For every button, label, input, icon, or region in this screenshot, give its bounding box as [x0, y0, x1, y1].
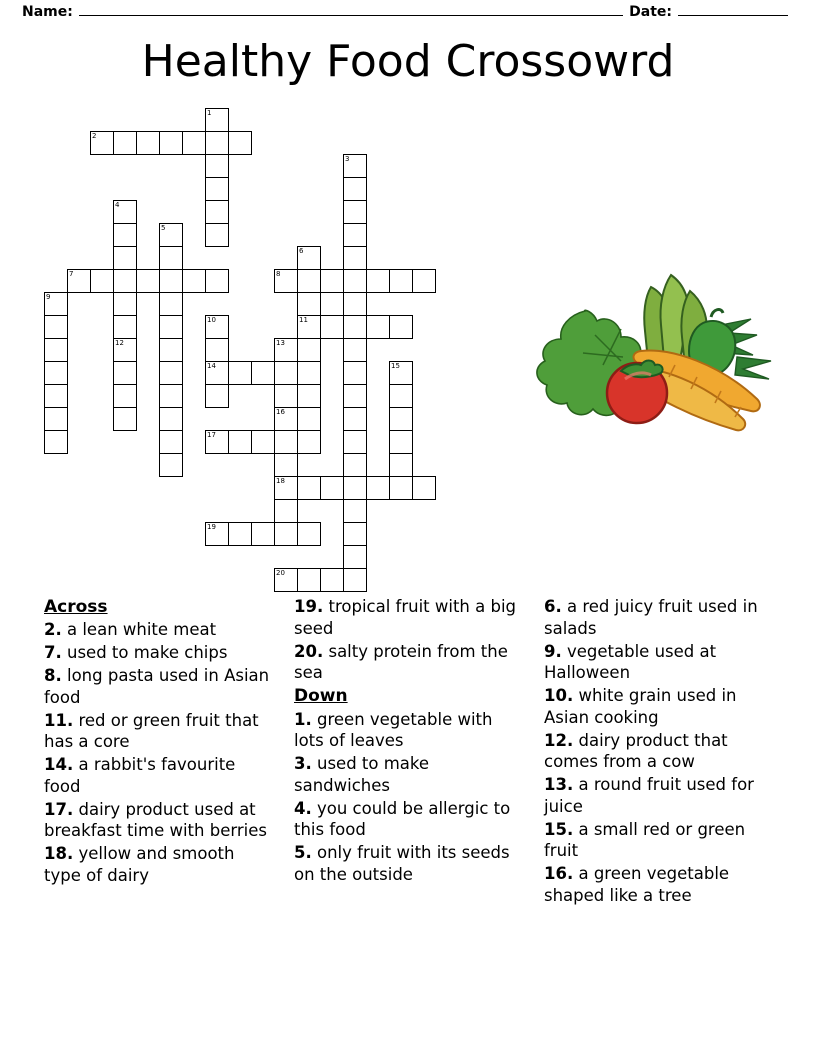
crossword-cell[interactable]	[182, 131, 206, 155]
crossword-cell[interactable]	[274, 430, 298, 454]
crossword-grid[interactable]	[44, 108, 484, 592]
crossword-cell[interactable]	[251, 522, 275, 546]
clue-item	[544, 819, 772, 863]
clue-item	[294, 596, 522, 640]
clue-item	[544, 730, 772, 774]
crossword-cell[interactable]	[297, 315, 321, 339]
crossword-cell[interactable]	[113, 131, 137, 155]
crossword-cell[interactable]	[205, 384, 229, 408]
crossword-cell[interactable]	[274, 522, 298, 546]
crossword-cell[interactable]	[274, 453, 298, 477]
crossword-cell[interactable]	[343, 384, 367, 408]
crossword-cell[interactable]	[297, 292, 321, 316]
crossword-cell[interactable]	[343, 269, 367, 293]
crossword-cell[interactable]	[274, 269, 298, 293]
crossword-cell[interactable]	[228, 430, 252, 454]
clue-number: 17.	[44, 799, 74, 819]
clue-number: 7.	[44, 643, 62, 663]
crossword-cell[interactable]	[297, 246, 321, 270]
crossword-cell[interactable]	[205, 108, 229, 132]
clue-item	[44, 642, 272, 664]
crossword-cell[interactable]	[159, 453, 183, 477]
cell-number: 13	[276, 339, 285, 347]
crossword-cell[interactable]	[228, 361, 252, 385]
clue-number: 11.	[44, 710, 74, 730]
crossword-cell[interactable]	[113, 200, 137, 224]
crossword-cell[interactable]	[113, 223, 137, 247]
crossword-cell[interactable]	[343, 476, 367, 500]
crossword-cell[interactable]	[389, 384, 413, 408]
vegetables-illustration	[525, 245, 775, 445]
page-title: Healthy Food Crossowrd	[141, 36, 675, 87]
crossword-cell[interactable]	[297, 430, 321, 454]
crossword-cell[interactable]	[343, 177, 367, 201]
clue-item	[294, 641, 522, 685]
cell-number: 2	[92, 132, 97, 140]
crossword-cell[interactable]	[297, 476, 321, 500]
clue-number: 12.	[544, 730, 574, 750]
clue-text: white grain used in Asian cooking	[544, 686, 737, 727]
crossword-cell[interactable]	[297, 384, 321, 408]
crossword-cell[interactable]	[343, 315, 367, 339]
crossword-cell[interactable]	[159, 292, 183, 316]
crossword-cell[interactable]	[205, 131, 229, 155]
crossword-cell[interactable]	[274, 338, 298, 362]
crossword-cell[interactable]	[113, 292, 137, 316]
crossword-cell[interactable]	[205, 338, 229, 362]
crossword-cell[interactable]	[343, 361, 367, 385]
clue-text: salty protein from the sea	[294, 641, 508, 683]
crossword-cell[interactable]	[297, 338, 321, 362]
clue-item	[294, 842, 522, 886]
crossword-cell[interactable]	[389, 315, 413, 339]
clue-number: 16.	[544, 864, 574, 884]
cell-number: 11	[299, 316, 308, 324]
clue-text: a green vegetable shaped like a tree	[544, 864, 730, 905]
crossword-cell[interactable]	[297, 269, 321, 293]
crossword-cell[interactable]	[113, 338, 137, 362]
clue-number: 20.	[294, 641, 324, 661]
clue-item	[44, 619, 272, 641]
crossword-cell[interactable]	[366, 269, 390, 293]
cell-number: 3	[345, 155, 350, 163]
cell-number: 9	[46, 293, 51, 301]
clue-text: used to make chips	[61, 643, 228, 663]
crossword-cell[interactable]	[90, 269, 114, 293]
across-heading: Across	[44, 597, 108, 617]
clue-number: 18.	[44, 844, 74, 864]
clue-item	[294, 753, 522, 797]
clue-item	[44, 799, 272, 843]
crossword-cell[interactable]	[44, 384, 68, 408]
name-write-line	[79, 15, 623, 16]
date-label: Date:	[629, 4, 672, 20]
clue-text: red or green fruit that has a core	[44, 710, 259, 752]
crossword-cell[interactable]	[205, 315, 229, 339]
crossword-cell[interactable]	[320, 476, 344, 500]
cell-number: 18	[276, 477, 285, 485]
down-heading: Down	[294, 686, 348, 707]
crossword-cell[interactable]	[182, 269, 206, 293]
crossword-cell[interactable]	[343, 499, 367, 523]
clue-item	[544, 685, 772, 729]
clue-item	[44, 843, 272, 887]
crossword-cell[interactable]	[343, 200, 367, 224]
clue-number: 13.	[544, 775, 574, 795]
cell-number: 17	[207, 431, 216, 439]
crossword-cell[interactable]	[136, 269, 160, 293]
crossword-cell[interactable]	[205, 430, 229, 454]
crossword-cell[interactable]	[343, 223, 367, 247]
cell-number: 5	[161, 224, 166, 232]
clue-text: green vegetable with lots of leaves	[294, 709, 493, 751]
clue-number: 14.	[44, 755, 74, 775]
crossword-cell[interactable]	[44, 430, 68, 454]
crossword-cell[interactable]	[159, 361, 183, 385]
crossword-cell[interactable]	[343, 568, 367, 592]
crossword-cell[interactable]	[113, 315, 137, 339]
crossword-cell[interactable]	[113, 407, 137, 431]
clue-item	[294, 798, 522, 842]
cell-number: 20	[276, 569, 285, 577]
clue-text: yellow and smooth type of dairy	[44, 844, 235, 885]
clue-text: tropical fruit with a big seed	[294, 597, 517, 638]
clue-item	[44, 754, 272, 798]
crossword-cell[interactable]	[67, 269, 91, 293]
crossword-cell[interactable]	[159, 223, 183, 247]
crossword-cell[interactable]	[205, 269, 229, 293]
crossword-cell[interactable]	[389, 453, 413, 477]
crossword-cell[interactable]	[343, 154, 367, 178]
crossword-cell[interactable]	[159, 315, 183, 339]
clue-number: 9.	[544, 641, 562, 661]
crossword-cell[interactable]	[389, 361, 413, 385]
clue-item	[544, 774, 772, 818]
crossword-cell[interactable]	[343, 453, 367, 477]
crossword-cell[interactable]	[343, 545, 367, 569]
clue-text: a lean white meat	[61, 620, 217, 640]
clue-text: a rabbit's favourite food	[44, 755, 236, 796]
crossword-cell[interactable]	[44, 315, 68, 339]
crossword-cell[interactable]	[205, 154, 229, 178]
clue-item	[544, 863, 772, 907]
crossword-cell[interactable]	[366, 315, 390, 339]
crossword-cell[interactable]	[274, 568, 298, 592]
clue-number: 2.	[44, 620, 62, 640]
crossword-cell[interactable]	[343, 522, 367, 546]
crossword-cell[interactable]	[297, 568, 321, 592]
clue-list	[44, 596, 772, 986]
clue-number: 10.	[544, 686, 574, 706]
clue-text: only fruit with its seeds on the outside	[294, 843, 510, 884]
crossword-cell[interactable]	[274, 384, 298, 408]
crossword-cell[interactable]	[274, 361, 298, 385]
crossword-cell[interactable]	[159, 269, 183, 293]
crossword-cell[interactable]	[320, 568, 344, 592]
crossword-cell[interactable]	[205, 200, 229, 224]
crossword-cell[interactable]	[228, 522, 252, 546]
clue-item	[544, 641, 772, 685]
cell-number: 15	[391, 362, 400, 370]
crossword-cell[interactable]	[113, 269, 137, 293]
crossword-cell[interactable]	[343, 407, 367, 431]
crossword-cell[interactable]	[343, 338, 367, 362]
cell-number: 7	[69, 270, 74, 278]
crossword-cell[interactable]	[113, 384, 137, 408]
cell-number: 6	[299, 247, 304, 255]
clue-item	[294, 709, 522, 753]
clue-text: a red juicy fruit used in salads	[544, 597, 758, 638]
crossword-cell[interactable]	[274, 499, 298, 523]
crossword-cell[interactable]	[159, 338, 183, 362]
cell-number: 4	[115, 201, 120, 209]
crossword-cell[interactable]	[297, 522, 321, 546]
crossword-cell[interactable]	[44, 292, 68, 316]
crossword-cell[interactable]	[389, 269, 413, 293]
crossword-cell[interactable]	[159, 384, 183, 408]
crossword-cell[interactable]	[389, 407, 413, 431]
crossword-cell[interactable]	[205, 177, 229, 201]
crossword-cell[interactable]	[159, 407, 183, 431]
crossword-cell[interactable]	[205, 361, 229, 385]
cell-number: 14	[207, 362, 216, 370]
crossword-cell[interactable]	[44, 338, 68, 362]
clue-number: 1.	[294, 709, 312, 729]
crossword-cell[interactable]	[274, 407, 298, 431]
crossword-cell[interactable]	[389, 430, 413, 454]
cell-number: 10	[207, 316, 216, 324]
cell-number: 19	[207, 523, 216, 531]
crossword-cell[interactable]	[159, 131, 183, 155]
crossword-cell[interactable]	[297, 361, 321, 385]
crossword-cell[interactable]	[366, 476, 390, 500]
crossword-cell[interactable]	[412, 476, 436, 500]
name-date-row	[22, 4, 794, 20]
cell-number: 1	[207, 109, 212, 117]
crossword-cell[interactable]	[90, 131, 114, 155]
crossword-cell[interactable]	[205, 522, 229, 546]
crossword-cell[interactable]	[412, 269, 436, 293]
crossword-cell[interactable]	[113, 246, 137, 270]
clue-text: a small red or green fruit	[544, 819, 746, 861]
crossword-cell[interactable]	[159, 430, 183, 454]
crossword-cell[interactable]	[44, 407, 68, 431]
name-label: Name:	[22, 4, 73, 20]
clue-text: a round fruit used for juice	[544, 775, 754, 816]
crossword-cell[interactable]	[159, 246, 183, 270]
crossword-cell[interactable]	[389, 476, 413, 500]
clue-number: 5.	[294, 843, 312, 863]
clue-item	[44, 710, 272, 754]
crossword-cell[interactable]	[228, 131, 252, 155]
clue-text: vegetable used at Halloween	[544, 641, 717, 683]
clue-text: you could be allergic to this food	[294, 798, 511, 840]
cell-number: 12	[115, 339, 124, 347]
clue-text: dairy product used at breakfast time with berries	[44, 799, 267, 841]
clue-text: long pasta used in Asian food	[44, 665, 270, 707]
crossword-cell[interactable]	[136, 131, 160, 155]
clue-number: 4.	[294, 798, 312, 818]
clue-number: 15.	[544, 819, 574, 839]
crossword-cell[interactable]	[320, 269, 344, 293]
clue-text: used to make sandwiches	[294, 754, 430, 795]
crossword-cell[interactable]	[205, 223, 229, 247]
crossword-cell[interactable]	[343, 292, 367, 316]
date-write-line	[678, 15, 788, 16]
crossword-cell[interactable]	[343, 430, 367, 454]
crossword-cell[interactable]	[297, 407, 321, 431]
crossword-cell[interactable]	[251, 430, 275, 454]
clue-number: 19.	[294, 597, 324, 616]
crossword-cell[interactable]	[343, 246, 367, 270]
crossword-cell[interactable]	[44, 361, 68, 385]
clue-item	[544, 596, 772, 640]
cell-number: 16	[276, 408, 285, 416]
crossword-cell[interactable]	[251, 361, 275, 385]
clue-number: 6.	[544, 597, 562, 616]
clue-item	[44, 665, 272, 709]
clue-text: dairy product that comes from a cow	[544, 730, 728, 772]
cell-number: 8	[276, 270, 281, 278]
crossword-cell[interactable]	[320, 315, 344, 339]
crossword-cell[interactable]	[113, 361, 137, 385]
clue-number: 8.	[44, 665, 62, 685]
crossword-cell[interactable]	[274, 476, 298, 500]
clue-number: 3.	[294, 754, 312, 774]
